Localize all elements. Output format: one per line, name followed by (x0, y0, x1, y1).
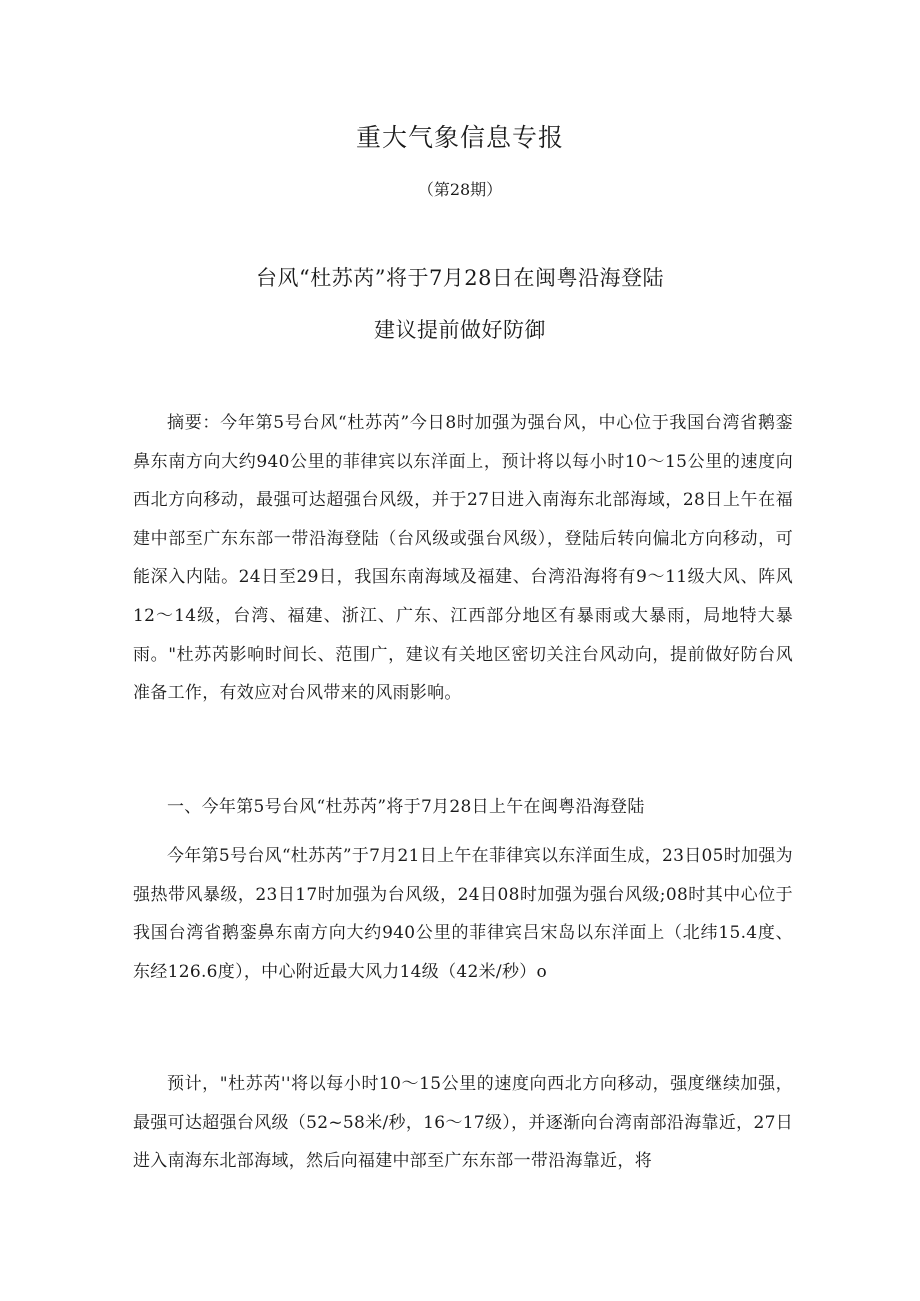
headline-line-1: 台风“杜苏芮”将于7月28日在闽粤沿海登陆 (255, 266, 665, 290)
section-1-heading: 一、今年第5号台风“杜苏芮”将于7月28日上午在闽粤沿海登陆 (167, 797, 645, 817)
forecast-paragraph: 预计，"杜苏芮''将以每小时10～15公里的速度向西北方向移动，强度继续加强，最强可达超强台风级（52~58米/秒，16～17级），并逐渐向台湾南部沿海靠近，27日进入南海东北部海域，然后向福建中部至广东东部一带沿海靠近，将 (133, 1074, 793, 1172)
summary-paragraph: 摘要：今年第5号台风“杜苏芮”今日8时加强为强台风，中心位于我国台湾省鹅銮鼻东南方向大约940公里的菲律宾以东洋面上，预计将以每小时10～15公里的速度向西北方向移动，最强可达超强台风级，并于27日进入南海东北部海域，28日上午在福建中部至广东东部一带沿海登陆（台风级或强台风级），登陆后转向偏北方向移动，可能深入内陆。24日至29日，我国东南海域及福建、台湾沿海将有9～11级大风、阵风12～14级，台湾、福建、浙江、广东、江西部分地区有暴雨或大暴雨，局地特大暴雨。"杜苏芮影响时间长、范围广，建议有关地区密切关注台风动向，提前做好防台风准备工作，有效应对台风带来的风雨影响。 (133, 413, 793, 704)
headline-line-2: 建议提前做好防御 (374, 318, 546, 342)
formation-paragraph: 今年第5号台风“杜苏芮”于7月21日上午在菲律宾以东洋面生成，23日05时加强为强热带风暴级，23日17时加强为台风级，24日08时加强为强台风级;08时其中心位于我国台湾省鹅銮鼻东南方向大约940公里的菲律宾吕宋岛以东洋面上（北纬15.4度、东经126.6度），中心附近最大风力14级（42米/秒）o (133, 846, 793, 982)
issue-number: （第28期） (417, 180, 503, 199)
report-title: 重大气象信息专报 (355, 123, 564, 152)
